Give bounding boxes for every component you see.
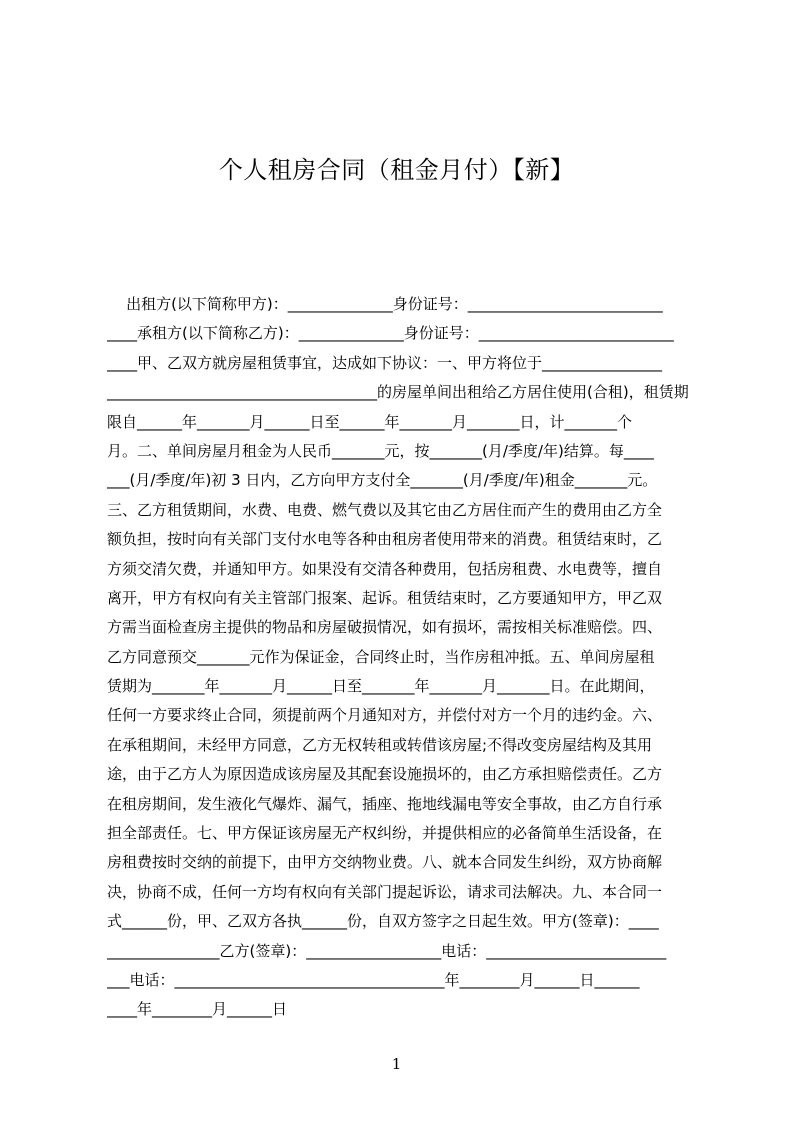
contract-line: 方需当面检查房主提供的物品和房屋破损情况，如有损坏，需按相关标准赔偿。四、	[107, 618, 663, 637]
contract-line: 在租房期间，发生液化气爆炸、漏气，插座、拖地线漏电等安全事故，由乙方自行承	[107, 794, 663, 813]
contract-line: 出租方(以下简称甲方)：______________身份证号：__________________________	[107, 295, 663, 313]
contract-line: 任何一方要求终止合同，须提前两个月通知对方，并偿付对方一个月的违约金。六、	[107, 706, 663, 725]
contract-line: 决，协商不成，任何一方均有权向有关部门提起诉讼，请求司法解决。九、本合同一	[107, 882, 663, 901]
contract-line: 离开，甲方有权向有关主管部门报案、起诉。租赁结束时，乙方要通知甲方，甲乙双	[107, 588, 663, 607]
page-title: 个人租房合同（租金月付）【新】	[218, 156, 575, 185]
contract-line: 额负担，按时向有关部门支付水电等各种由租房者使用带来的消费。租赁结束时，乙	[107, 530, 663, 549]
contract-line: 月。二、单间房屋月租金为人民币_______元，按_______(月/季度/年)结算。每____	[107, 441, 654, 460]
contract-line: 乙方同意预交_______元作为保证金，合同终止时，当作房租冲抵。五、单间房屋租	[107, 647, 655, 666]
page-number: 1	[391, 1055, 402, 1073]
contract-body	[107, 290, 700, 1025]
contract-line: 式______份，甲、乙双方各执______份，自双方签字之日起生效。甲方(签章)：____	[107, 912, 659, 931]
contract-line: ___电话：____________________________________年________月______日______	[107, 970, 640, 989]
contract-line: ____甲、乙双方就房屋租赁事宜，达成如下协议：一、甲方将位于________________	[107, 353, 663, 372]
contract-line: ___(月/季度/年)初 3 日内，乙方向甲方支付全_______(月/季度/年)租金_______元。	[107, 471, 658, 490]
contract-line: 赁期为_______年_______月______日至_______年_______月_______日。在此期间，	[107, 677, 655, 696]
contract-line: 在承租期间，未经甲方同意，乙方无权转租或转借该房屋;不得改变房屋结构及其用	[107, 735, 653, 754]
contract-line: 房租费按时交纳的前提下，由甲方交纳物业费。八、就本合同发生纠纷，双方协商解	[107, 853, 663, 872]
contract-line: _______________乙方(签章)：__________________电话：________________________	[107, 941, 667, 960]
contract-line: 途，由于乙方人为原因造成该房屋及其配套设施损坏的，由乙方承担赔偿责任。乙方	[107, 765, 663, 784]
contract-line: 方须交清欠费，并通知甲方。如果没有交清各种费用，包括房租费、水电费等，擅自	[107, 559, 663, 578]
contract-line: 担全部责任。七、甲方保证该房屋无产权纠纷，并提供相应的必备简单生活设备，在	[107, 824, 663, 843]
contract-line: ____承租方(以下简称乙方)：______________身份证号：__________________________	[107, 324, 674, 343]
contract-line: 三、乙方租赁期间，水费、电费、燃气费以及其它由乙方居住而产生的费用由乙方全	[107, 500, 663, 519]
contract-line: ____________________________________的房屋单间出租给乙方居住使用(合租)，租赁期	[107, 383, 689, 402]
contract-line: 限自______年_______月______日至______年_______月_______日，计_______个	[107, 412, 633, 431]
contract-line: ____年________月______日	[107, 1000, 288, 1019]
